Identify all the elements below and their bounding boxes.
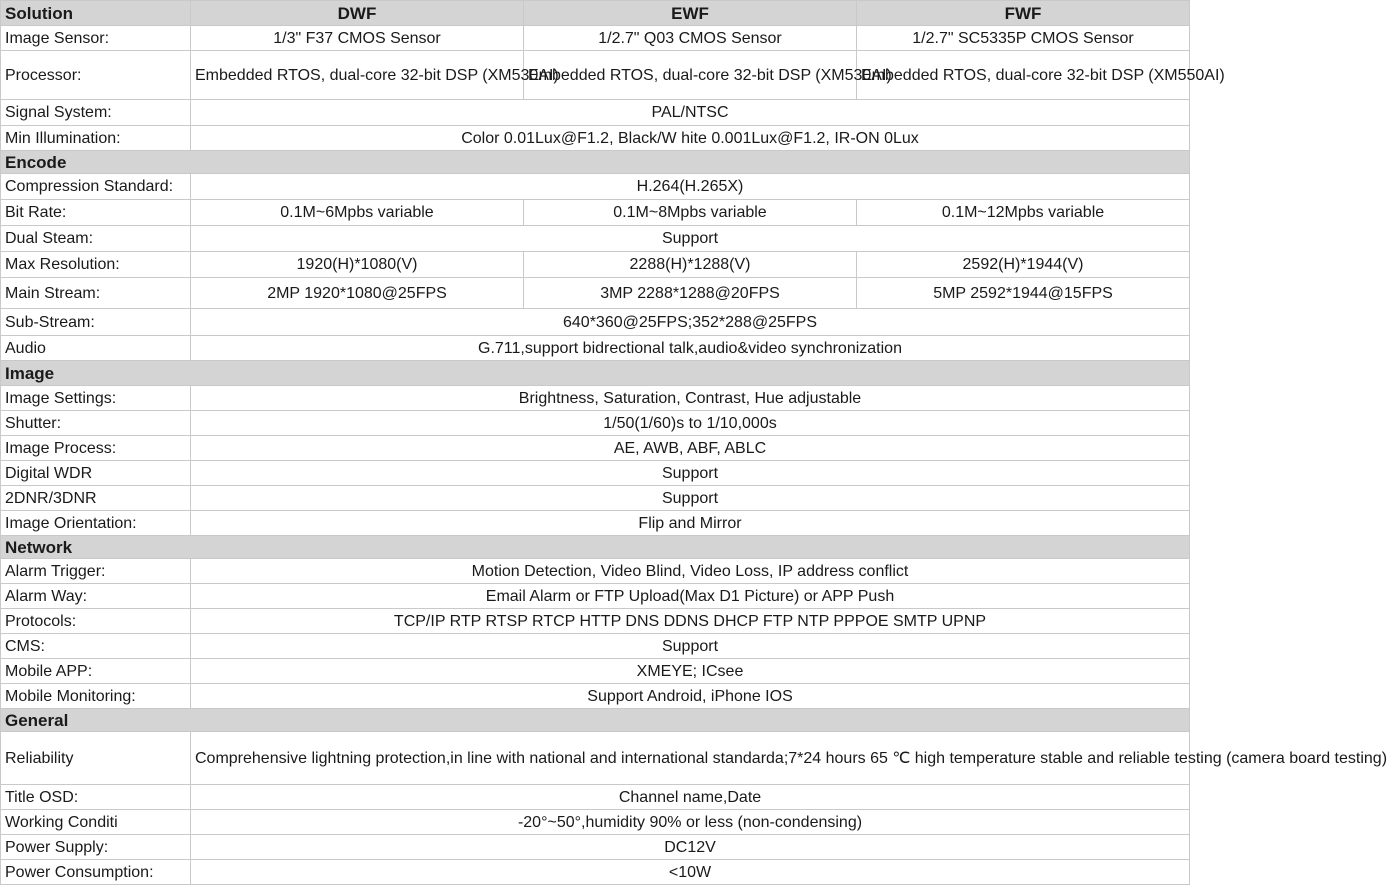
cell-image-sensor-dwf: 1/3" F37 CMOS Sensor (191, 26, 524, 51)
row-label-max-resolution: Max Resolution: (1, 252, 191, 278)
table-row (1, 278, 1190, 309)
row-label-shutter: Shutter: (1, 411, 191, 436)
table-row (1, 411, 1190, 436)
column-header-fwf: FWF (857, 1, 1190, 26)
table-row (1, 252, 1190, 278)
row-label-compression: Compression Standard: (1, 174, 191, 200)
row-label-power-consumption: Power Consumption: (1, 860, 191, 885)
table-row (1, 486, 1190, 511)
section-header-encode (1, 151, 1190, 174)
row-label-audio: Audio (1, 336, 191, 361)
table-row (1, 511, 1190, 536)
cell-mobile-app: XMEYE; ICsee (191, 659, 1190, 684)
cell-max-resolution-dwf: 1920(H)*1080(V) (191, 252, 524, 278)
table-row (1, 200, 1190, 226)
table-row (1, 732, 1190, 785)
table-row (1, 559, 1190, 584)
section-header-image (1, 361, 1190, 386)
solution-header: Solution (1, 1, 191, 26)
cell-audio: G.711,support bidrectional talk,audio&video synchronization (191, 336, 1190, 361)
cell-digital-wdr: Support (191, 461, 1190, 486)
row-label-dual-steam: Dual Steam: (1, 226, 191, 252)
cell-compression: H.264(H.265X) (191, 174, 1190, 200)
section-title-image: Image (1, 361, 1190, 386)
cell-main-stream-dwf: 2MP 1920*1080@25FPS (191, 278, 524, 309)
row-label-protocols: Protocols: (1, 609, 191, 634)
cell-max-resolution-fwf: 2592(H)*1944(V) (857, 252, 1190, 278)
cell-sub-stream: 640*360@25FPS;352*288@25FPS (191, 309, 1190, 336)
cell-alarm-trigger: Motion Detection, Video Blind, Video Loss, IP address conflict (191, 559, 1190, 584)
table-row (1, 461, 1190, 486)
table-row (1, 26, 1190, 51)
table-row (1, 336, 1190, 361)
cell-power-consumption: <10W (191, 860, 1190, 885)
row-label-processor: Processor: (1, 51, 191, 100)
row-label-image-orientation: Image Orientation: (1, 511, 191, 536)
cell-dual-steam: Support (191, 226, 1190, 252)
section-title-general: General (1, 709, 1190, 732)
section-header-general (1, 709, 1190, 732)
cell-processor-fwf: Embedded RTOS, dual-core 32-bit DSP (XM550AI) (857, 51, 1190, 100)
row-label-reliability: Reliability (1, 732, 191, 785)
cell-image-sensor-fwf: 1/2.7" SC5335P CMOS Sensor (857, 26, 1190, 51)
table-row (1, 584, 1190, 609)
cell-image-orientation: Flip and Mirror (191, 511, 1190, 536)
cell-cms: Support (191, 634, 1190, 659)
cell-signal-system: PAL/NTSC (191, 100, 1190, 126)
row-label-main-stream: Main Stream: (1, 278, 191, 309)
cell-dnr: Support (191, 486, 1190, 511)
column-header-ewf: EWF (524, 1, 857, 26)
cell-max-resolution-ewf: 2288(H)*1288(V) (524, 252, 857, 278)
section-title-network: Network (1, 536, 1190, 559)
table-row (1, 860, 1190, 885)
row-label-alarm-trigger: Alarm Trigger: (1, 559, 191, 584)
section-header-network (1, 536, 1190, 559)
table-row (1, 100, 1190, 126)
row-label-title-osd: Title OSD: (1, 785, 191, 810)
table-row (1, 835, 1190, 860)
cell-protocols: TCP/IP RTP RTSP RTCP HTTP DNS DDNS DHCP FTP NTP PPPOE SMTP UPNP (191, 609, 1190, 634)
cell-bit-rate-fwf: 0.1M~12Mpbs variable (857, 200, 1190, 226)
cell-reliability: Comprehensive lightning protection,in line with national and international standarda;7*24 hours 65 ℃ high temperature stable and reliable testing (camera board testing) (191, 732, 1190, 785)
table-row (1, 634, 1190, 659)
row-label-alarm-way: Alarm Way: (1, 584, 191, 609)
table-row (1, 785, 1190, 810)
table-row (1, 126, 1190, 151)
cell-processor-dwf: Embedded RTOS, dual-core 32-bit DSP (XM530AI) (191, 51, 524, 100)
table-row (1, 51, 1190, 100)
row-label-digital-wdr: Digital WDR (1, 461, 191, 486)
cell-min-illumination: Color 0.01Lux@F1.2, Black/W hite 0.001Lux@F1.2, IR-ON 0Lux (191, 126, 1190, 151)
table-row (1, 309, 1190, 336)
cell-working-conditions: -20°~50°,humidity 90% or less (non-condensing) (191, 810, 1190, 835)
table-row (1, 810, 1190, 835)
table-row (1, 174, 1190, 200)
table-row (1, 659, 1190, 684)
row-label-image-sensor: Image Sensor: (1, 26, 191, 51)
cell-image-process: AE, AWB, ABF, ABLC (191, 436, 1190, 461)
cell-mobile-monitoring: Support Android, iPhone IOS (191, 684, 1190, 709)
table-header-row (1, 1, 1190, 26)
row-label-bit-rate: Bit Rate: (1, 200, 191, 226)
cell-main-stream-ewf: 3MP 2288*1288@20FPS (524, 278, 857, 309)
table-row (1, 436, 1190, 461)
row-label-min-illumination: Min Illumination: (1, 126, 191, 151)
cell-alarm-way: Email Alarm or FTP Upload(Max D1 Picture) or APP Push (191, 584, 1190, 609)
table-row (1, 226, 1190, 252)
row-label-image-settings: Image Settings: (1, 386, 191, 411)
cell-bit-rate-dwf: 0.1M~6Mpbs variable (191, 200, 524, 226)
cell-shutter: 1/50(1/60)s to 1/10,000s (191, 411, 1190, 436)
row-label-mobile-app: Mobile APP: (1, 659, 191, 684)
cell-title-osd: Channel name,Date (191, 785, 1190, 810)
row-label-image-process: Image Process: (1, 436, 191, 461)
cell-image-settings: Brightness, Saturation, Contrast, Hue adjustable (191, 386, 1190, 411)
row-label-cms: CMS: (1, 634, 191, 659)
cell-bit-rate-ewf: 0.1M~8Mpbs variable (524, 200, 857, 226)
cell-power-supply: DC12V (191, 835, 1190, 860)
cell-main-stream-fwf: 5MP 2592*1944@15FPS (857, 278, 1190, 309)
row-label-working-conditions: Working Conditi (1, 810, 191, 835)
row-label-mobile-monitoring: Mobile Monitoring: (1, 684, 191, 709)
section-title-encode: Encode (1, 151, 1190, 174)
row-label-power-supply: Power Supply: (1, 835, 191, 860)
column-header-dwf: DWF (191, 1, 524, 26)
table-row (1, 386, 1190, 411)
cell-image-sensor-ewf: 1/2.7" Q03 CMOS Sensor (524, 26, 857, 51)
row-label-sub-stream: Sub-Stream: (1, 309, 191, 336)
row-label-dnr: 2DNR/3DNR (1, 486, 191, 511)
table-row (1, 684, 1190, 709)
cell-processor-ewf: Embedded RTOS, dual-core 32-bit DSP (XM530AI) (524, 51, 857, 100)
table-row (1, 609, 1190, 634)
row-label-signal-system: Signal System: (1, 100, 191, 126)
